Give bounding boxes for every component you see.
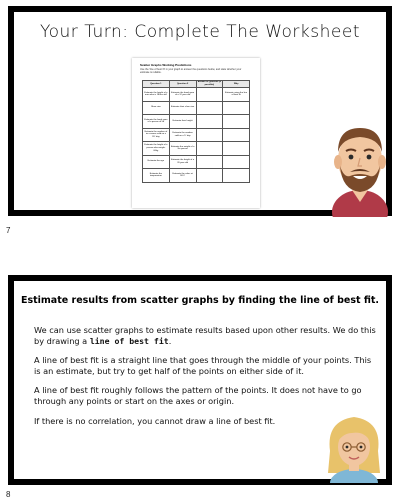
table-row	[143, 128, 250, 142]
table-cell: Estimate the height of a man who is 180cm tall	[143, 88, 170, 102]
table-cell: Estimate the number of ice creams sold on a 20° day	[143, 128, 170, 142]
slide-7	[8, 6, 392, 216]
table-cell	[223, 128, 250, 142]
table-row	[143, 101, 250, 115]
table-cell	[196, 115, 223, 129]
worksheet-instructions: Use the 'line of best fit' in your graph to answer the questions below, and state whether your estimate is reliable.	[140, 68, 242, 74]
table-cell	[223, 101, 250, 115]
table-cell	[196, 169, 223, 183]
table-cell	[223, 169, 250, 183]
teacher-woman-avatar-icon	[324, 411, 384, 483]
slide-8-title: Estimate results from scatter graphs by finding the line of best fit.	[20, 295, 380, 306]
table-cell: Estimate the weight of a 2m person	[169, 142, 196, 156]
table-row	[143, 169, 250, 183]
table-cell: Estimate the height of a person who weighs 60kg	[143, 142, 170, 156]
worksheet-header-row	[143, 81, 250, 88]
table-cell	[196, 142, 223, 156]
table-cell: Estimate the hand span of a person of 5ft	[143, 115, 170, 129]
page-number: 7	[6, 226, 11, 235]
line-of-best-fit-emphasis: line of best fit	[89, 335, 169, 346]
paragraph-2: A line of best fit is a straight line that goes through the middle of your points. This is an estimate, but try to get half of the points on either side of it.	[34, 355, 372, 376]
paragraph-1-end: .	[168, 335, 172, 346]
table-cell: Estimate the hand span of a 12 year old	[169, 88, 196, 102]
worksheet-header-cell: Question 2	[169, 81, 196, 88]
table-row	[143, 155, 250, 169]
paragraph-1-text: We can use scatter graphs to estimate results based upon other results. We do this by drawing a	[34, 325, 376, 346]
teacher-man-avatar-icon	[330, 112, 390, 217]
table-row	[143, 115, 250, 129]
worksheet-table	[142, 80, 250, 183]
worksheet-title: Scatter Graphs Working Predictions	[140, 63, 192, 67]
table-cell	[196, 101, 223, 115]
table-cell: Estimate the age	[143, 155, 170, 169]
table-cell: Estimate using the line of best fit	[223, 88, 250, 102]
table-cell: Estimate their shoe size	[169, 101, 196, 115]
worksheet-header-cell: Question 1	[143, 81, 170, 88]
page-number: 8	[6, 490, 11, 499]
table-cell: Estimate the temperature	[143, 169, 170, 183]
slide-7-title: Your Turn: Complete The Worksheet	[40, 22, 360, 42]
table-cell: Estimate the number sold on a 5° day	[169, 128, 196, 142]
slide-8	[8, 275, 392, 485]
table-cell	[223, 142, 250, 156]
worksheet-header-cell: Answer to Question (if possible)	[197, 81, 222, 86]
table-cell: Shoe size	[143, 101, 170, 115]
table-cell	[196, 155, 223, 169]
table-cell	[223, 115, 250, 129]
worksheet-thumbnail	[132, 58, 260, 208]
table-cell	[196, 128, 223, 142]
table-cell: Estimate the sales at 30°C	[169, 169, 196, 183]
table-cell	[223, 155, 250, 169]
paragraph-4: If there is no correlation, you cannot draw a line of best fit.	[34, 415, 276, 426]
table-row	[143, 88, 250, 102]
paragraph-1	[34, 325, 380, 346]
table-cell: Estimate their height	[169, 115, 196, 129]
table-cell	[196, 88, 223, 102]
worksheet-header-cell: Why	[223, 81, 250, 88]
paragraph-3: A line of best fit roughly follows the pattern of the points. It does not have to go through any points or start on the axes or origin.	[34, 385, 362, 406]
table-cell: Estimate the height of a 20 year old	[169, 155, 196, 169]
table-row	[143, 142, 250, 156]
